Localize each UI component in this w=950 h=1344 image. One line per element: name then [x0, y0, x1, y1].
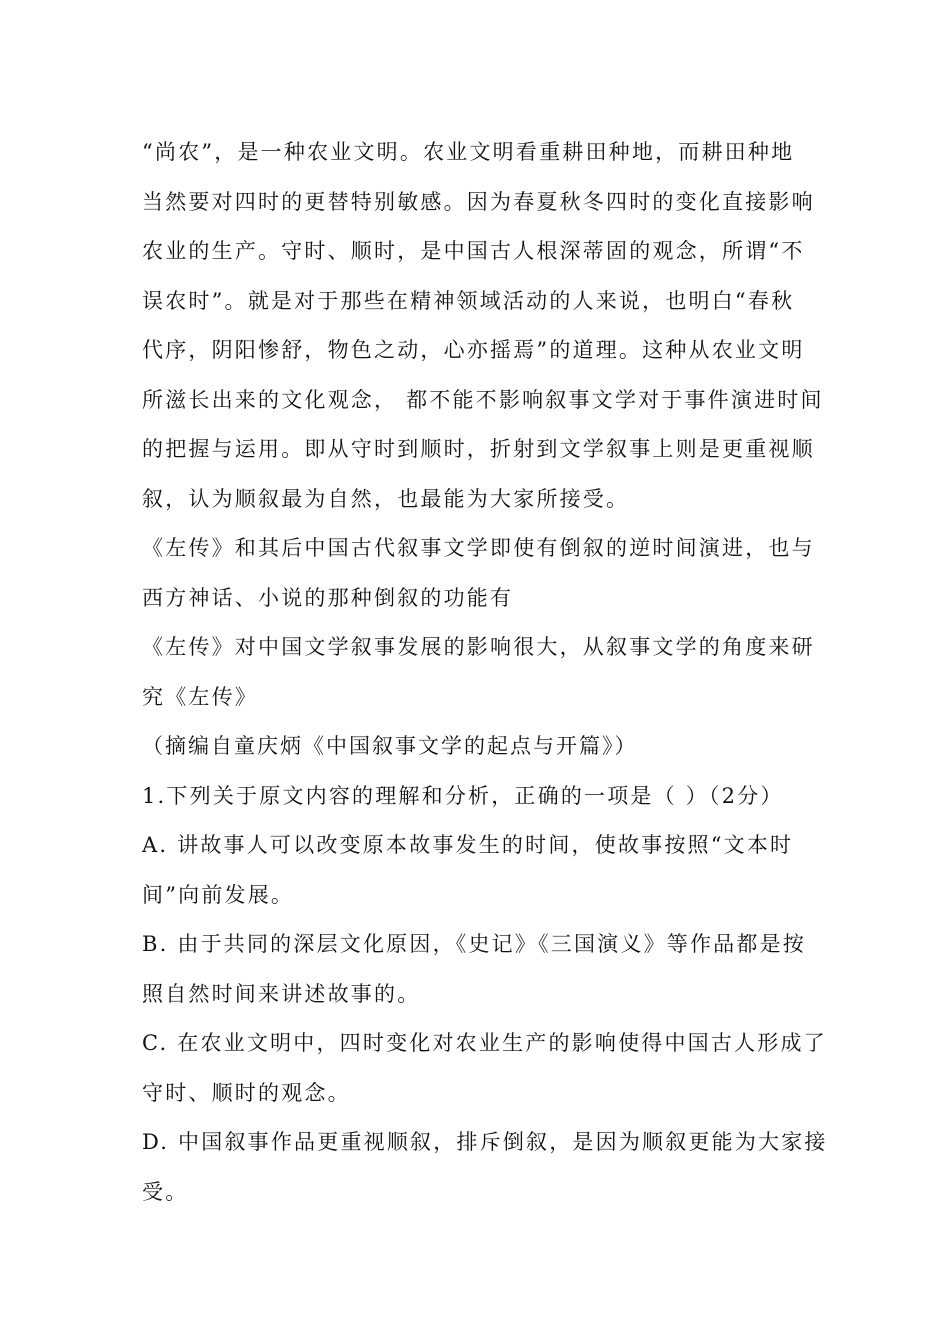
text-line: 误农时”。就是对于那些在精神领域活动的人来说，也明白“春秋	[142, 288, 795, 313]
option-b	[142, 920, 822, 1019]
option-c-line: C. 在农业文明中，四时变化对农业生产的影响使得中国古人形成了	[142, 1031, 827, 1055]
option-d	[142, 1118, 828, 1217]
text-line: “尚农”，是一种农业文明。农业文明看重耕田种地，而耕田种地	[142, 140, 795, 164]
option-c	[142, 1019, 827, 1118]
passage-paragraph-3	[142, 623, 822, 722]
passage-source	[142, 722, 822, 772]
option-b-line: 照自然时间来讲述故事的。	[142, 981, 421, 1006]
option-d-line: 受。	[142, 1179, 189, 1204]
option-b-line: B. 由于共同的深层文化原因，《史记》《三国演义》等作品都是按	[142, 932, 806, 956]
text-line: 农业的生产。守时、顺时，是中国古人根深蒂固的观念，所谓“不	[142, 239, 805, 263]
text-line: 所滋长出来的文化观念， 都不能不影响叙事文学对于事件演进时间	[142, 387, 824, 412]
text-line: 叙，认为顺叙最为自然，也最能为大家所接受。	[142, 486, 630, 511]
text-line: 究《左传》	[142, 684, 258, 709]
document-page	[142, 128, 828, 1217]
source-citation: （摘编自童庆炳《中国叙事文学的起点与开篇》）	[142, 734, 638, 758]
text-line: 代序，阴阳惨舒，物色之动，心亦摇焉”的道理。这种从农业文明	[142, 338, 805, 362]
option-c-line: 守时、顺时的观念。	[142, 1080, 351, 1105]
question-1	[142, 772, 822, 822]
question-stem: 1.下列关于原文内容的理解和分析，正确的一项是（ ）（2分）	[142, 783, 784, 808]
option-a-line: A. 讲故事人可以改变原本故事发生的时间，使故事按照“文本时	[142, 833, 794, 857]
text-line: 的把握与运用。即从守时到顺时，折射到文学叙事上则是更重视顺	[142, 437, 815, 461]
passage-paragraph-2	[142, 524, 822, 623]
option-a-line: 间”向前发展。	[142, 882, 295, 907]
text-line: 《左传》对中国文学叙事发展的影响很大，从叙事文学的角度来研	[142, 635, 815, 659]
text-line: 西方神话、小说的那种倒叙的功能有	[142, 585, 514, 610]
text-line: 当然要对四时的更替特别敏感。因为春夏秋冬四时的变化直接影响	[142, 189, 815, 214]
passage-paragraph-1	[142, 128, 822, 524]
text-line: 《左传》和其后中国古代叙事文学即使有倒叙的逆时间演进，也与	[142, 536, 815, 560]
option-d-line: D. 中国叙事作品更重视顺叙，排斥倒叙，是因为顺叙更能为大家接	[142, 1130, 828, 1154]
option-a	[142, 821, 822, 920]
